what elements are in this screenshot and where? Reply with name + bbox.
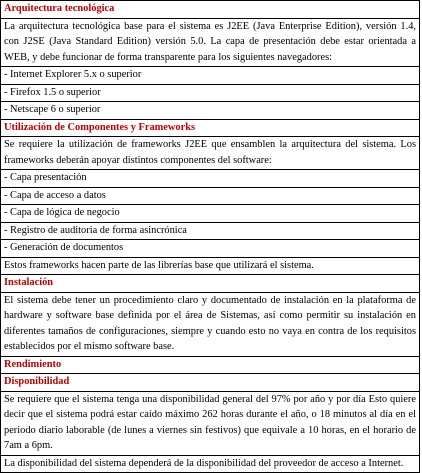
section-heading-arquitectura: Arquitectura tecnológica [1,1,420,19]
browser-item-netscape: - Netscape 6 o superior [1,102,420,120]
section-paragraph-instalacion: El sistema debe tener un procedimiento claro y documentado de instalación en la plataforma de hardware y software base definida por el área de Sistemas, así como permitir su instalación en diferentes tamaños de configuraciones, siempre y cuando esto no vaya en contra de los requisitos establecidos por el mismo software base. [1,292,420,356]
section-paragraph-arquitectura: La arquitectura tecnológica base para el sistema es J2EE (Java Enterprise Edition), versión 1.4, con J2SE (Java Standard Edition) versión 5.0. La capa de presentación debe estar orientada a WEB, y debe funcionar de forma transparente para los siguientes navegadores: [1,18,420,67]
component-item-auditoria: - Registro de auditoria de forma asincrónica [1,222,420,240]
section-heading-rendimiento: Rendimiento [1,356,420,374]
section-paragraph-disponibilidad: Se requiere que el sistema tenga una disponibilidad general del 97% por año y por día Esto quiere decir que el sistema podrá estar caído máximo 262 horas durante el año, o 18 minutos al día en el periodo diario laborable (de lunes a viernes sin festivos) que equivale a 10 horas, en el horario de 7am a 6pm. [1,391,420,455]
section-paragraph-frameworks: Se requiere la utilización de frameworks J2EE que ensamblen la arquitectura del sistema. Los frameworks deberán apoyar distintos componentes del software: [1,137,420,170]
component-item-acceso-datos: - Capa de acceso a datos [1,187,420,205]
section-footer-disponibilidad: La disponibilidad del sistema dependerá de la disponibilidad del proveedor de acceso a Internet. [1,455,420,473]
browser-item-ie: - Internet Explorer 5.x o superior [1,67,420,85]
section-heading-instalacion: Instalación [1,275,420,293]
component-item-logica-negocio: - Capa de lógica de negocio [1,205,420,223]
section-heading-frameworks: Utilización de Componentes y Frameworks [1,119,420,137]
section-footer-frameworks: Estos frameworks hacen parte de las librerías base que utilizará el sistema. [1,257,420,275]
section-heading-disponibilidad: Disponibilidad [1,374,420,392]
component-item-documentos: - Generación de documentos [1,240,420,258]
browser-item-firefox: - Firefox 1.5 o superior [1,84,420,102]
component-item-presentacion: - Capa presentación [1,170,420,188]
